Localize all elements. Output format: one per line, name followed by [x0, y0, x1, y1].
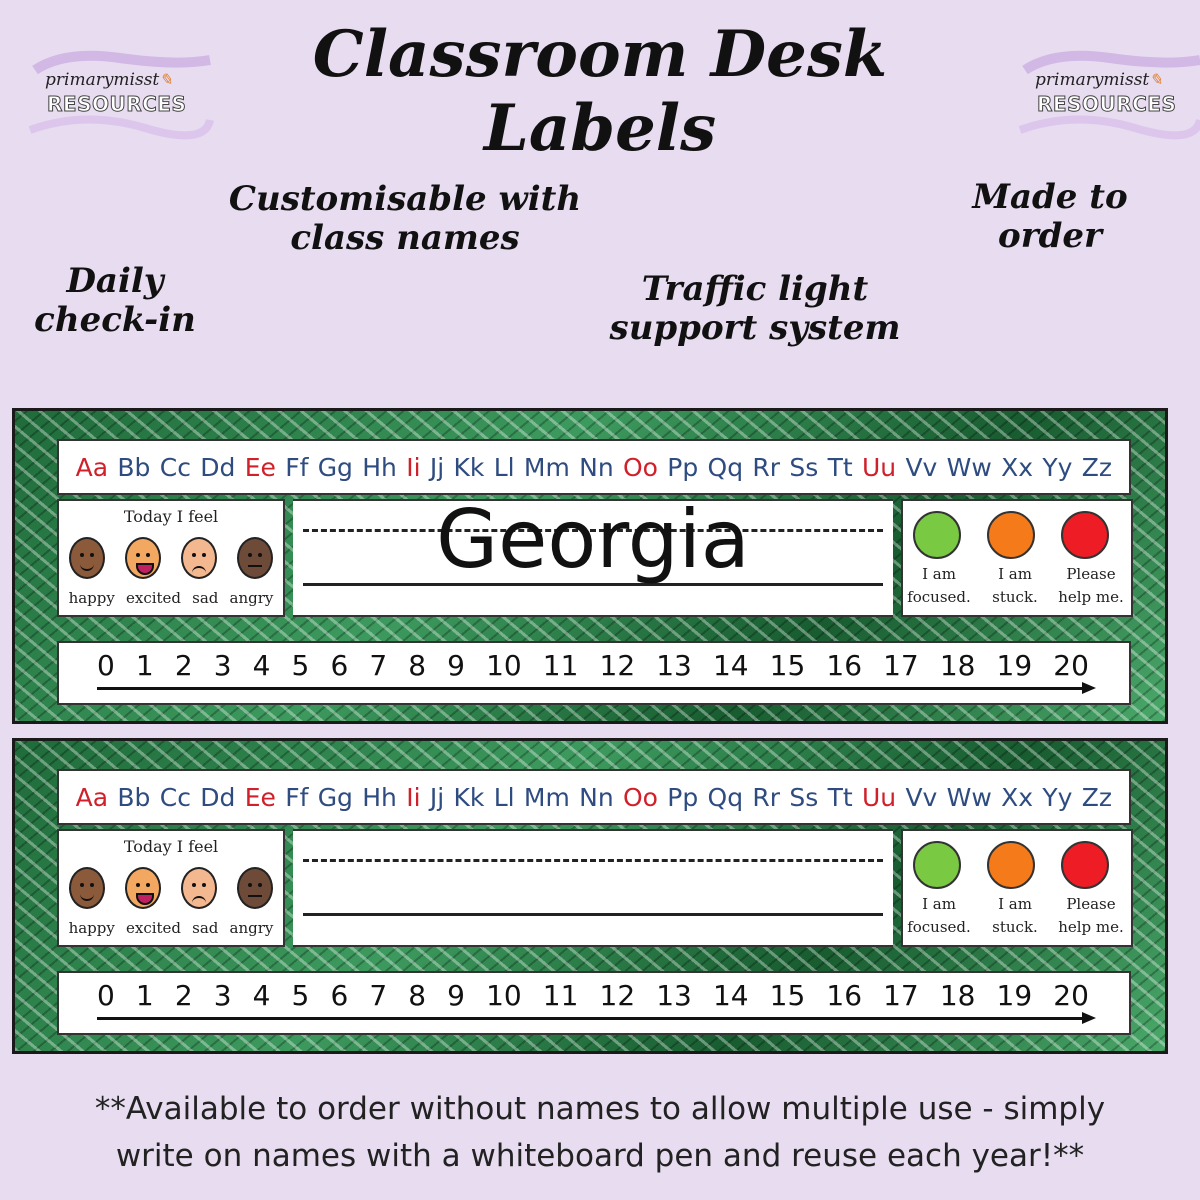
alphabet-letter: Qq — [707, 782, 744, 812]
number-line — [57, 641, 1131, 705]
number: 1 — [135, 979, 154, 1012]
number: 12 — [599, 649, 636, 682]
footer-line: **Available to order without names to allow multiple use - simply — [94, 1091, 1106, 1127]
alphabet-letter: Ss — [789, 452, 819, 482]
number: 12 — [599, 979, 636, 1012]
number: 0 — [97, 649, 115, 682]
number: 14 — [712, 979, 749, 1012]
alphabet-letter: Nn — [579, 452, 614, 482]
feature-made-to-order: Made to order — [972, 177, 1128, 257]
number-line — [57, 971, 1131, 1035]
mouth — [248, 895, 262, 903]
desk-label — [12, 738, 1168, 1054]
feelings-box — [57, 499, 285, 617]
emotion-label: happy — [68, 919, 115, 937]
traffic-line: Please — [1066, 895, 1116, 913]
logo-bottom-text: RESOURCES — [47, 92, 187, 116]
alphabet-letter: Zz — [1081, 452, 1113, 482]
number: 11 — [542, 979, 579, 1012]
arrow-icon — [97, 1017, 1082, 1020]
alphabet-letter: Jj — [429, 782, 445, 812]
alphabet-letter: Jj — [429, 452, 445, 482]
number: 6 — [330, 649, 349, 682]
baseline — [303, 913, 883, 916]
red-light-icon — [1061, 511, 1109, 559]
dashed-guide-line — [303, 859, 883, 862]
number: 1 — [135, 649, 154, 682]
alphabet-letter: Uu — [861, 452, 897, 482]
alphabet-letter: Cc — [159, 452, 191, 482]
alphabet-strip — [57, 769, 1131, 825]
traffic-light-text — [903, 563, 975, 608]
excited-face-icon — [125, 867, 161, 909]
traffic-light-box — [901, 499, 1133, 617]
logo-top-text: primarymisst✎ — [45, 70, 173, 90]
emotion-labels — [59, 589, 283, 607]
mouth — [80, 893, 94, 901]
traffic-light-text — [1055, 893, 1127, 938]
logo-left — [25, 50, 215, 140]
mouth — [248, 565, 262, 573]
number: 15 — [769, 979, 806, 1012]
number: 20 — [1053, 979, 1089, 1012]
alphabet-letter: Ff — [285, 452, 309, 482]
sad-face-icon — [181, 537, 217, 579]
feature-customisable: Customisable with class names — [228, 179, 582, 259]
feelings-box — [57, 829, 285, 947]
number-row — [97, 649, 1089, 682]
traffic-line: Please — [1066, 565, 1116, 583]
number: 18 — [939, 979, 976, 1012]
alphabet-letter: Dd — [200, 782, 236, 812]
alphabet-strip — [57, 439, 1131, 495]
alphabet-letter: Dd — [200, 452, 236, 482]
alphabet-letter: Ii — [406, 452, 421, 482]
mouth — [136, 563, 154, 575]
name-area — [293, 829, 893, 947]
number: 4 — [252, 979, 271, 1012]
traffic-light-text — [903, 893, 975, 938]
number: 16 — [826, 649, 863, 682]
number: 13 — [656, 649, 692, 682]
alphabet-letter: Pp — [667, 782, 699, 812]
emotion-label: angry — [229, 919, 274, 937]
student-name: Georgia — [436, 493, 750, 586]
alphabet-letter: Zz — [1081, 782, 1113, 812]
red-light-icon — [1061, 841, 1109, 889]
number: 13 — [656, 979, 692, 1012]
pencil-icon: ✎ — [159, 70, 173, 89]
footer-line: write on names with a whiteboard pen and reuse each year!** — [115, 1137, 1085, 1174]
alphabet-letter: Tt — [827, 782, 853, 812]
alphabet-letter: Kk — [453, 782, 485, 812]
alphabet-letter: Aa — [75, 782, 109, 812]
traffic-line: I am — [998, 565, 1032, 583]
name-area — [293, 493, 893, 617]
number: 9 — [447, 979, 465, 1012]
logo-top-text: primarymisst✎ — [1035, 70, 1163, 90]
alphabet-letter: Ii — [406, 782, 421, 812]
feature-daily-checkin: Daily check-in — [34, 261, 196, 341]
alphabet-letter: Pp — [667, 452, 699, 482]
feature-traffic-light: Traffic light support system — [609, 269, 901, 349]
angry-face-icon — [237, 537, 273, 579]
traffic-line: I am — [998, 895, 1032, 913]
alphabet-letter: Ee — [244, 452, 276, 482]
alphabet-letter: Aa — [75, 452, 109, 482]
alphabet-letter: Bb — [117, 782, 151, 812]
alphabet-letter: Mm — [523, 452, 570, 482]
page-title: Classroom Desk Labels — [312, 17, 888, 166]
feelings-caption: Today I feel — [123, 507, 219, 526]
alphabet-letter: Ww — [946, 782, 992, 812]
traffic-light-text — [979, 893, 1051, 938]
alphabet-letter: Hh — [362, 452, 397, 482]
number: 3 — [213, 649, 232, 682]
number: 2 — [174, 979, 193, 1012]
number: 4 — [252, 649, 271, 682]
number: 10 — [486, 649, 522, 682]
alphabet-letter: Ff — [285, 782, 309, 812]
alphabet-letter: Nn — [579, 782, 614, 812]
traffic-line: help me. — [1058, 917, 1124, 936]
alphabet-letter: Oo — [622, 782, 658, 812]
number: 3 — [213, 979, 232, 1012]
alphabet-letter: Qq — [707, 452, 744, 482]
number: 9 — [447, 649, 465, 682]
alphabet-letter: Kk — [453, 452, 485, 482]
number: 20 — [1053, 649, 1089, 682]
number: 8 — [408, 979, 427, 1012]
number: 8 — [408, 649, 427, 682]
happy-face-icon — [69, 537, 105, 579]
traffic-line: help me. — [1058, 587, 1124, 606]
traffic-line: stuck. — [992, 917, 1038, 936]
number: 5 — [291, 979, 310, 1012]
traffic-line: stuck. — [992, 587, 1038, 606]
sad-face-icon — [181, 867, 217, 909]
alphabet-letter: Vv — [905, 782, 938, 812]
number: 5 — [291, 649, 310, 682]
traffic-line: I am — [922, 895, 956, 913]
emotion-label: excited — [125, 589, 182, 607]
alphabet-letter: Vv — [905, 452, 938, 482]
mouth — [192, 896, 206, 904]
number: 17 — [883, 979, 919, 1012]
alphabet-letter: Ee — [244, 782, 276, 812]
alphabet-letter: Rr — [752, 452, 781, 482]
alphabet-letter: Ll — [493, 452, 515, 482]
angry-face-icon — [237, 867, 273, 909]
mouth — [192, 566, 206, 574]
feelings-caption: Today I feel — [123, 837, 219, 856]
alphabet-letter: Ll — [493, 782, 515, 812]
traffic-line: focused. — [907, 917, 971, 936]
desk-label — [12, 408, 1168, 724]
number: 7 — [369, 649, 388, 682]
number: 2 — [174, 649, 193, 682]
orange-light-icon — [987, 511, 1035, 559]
number: 10 — [486, 979, 522, 1012]
alphabet-letter: Ww — [946, 452, 992, 482]
alphabet-letter: Ss — [789, 782, 819, 812]
alphabet-letter: Hh — [362, 782, 397, 812]
happy-face-icon — [69, 867, 105, 909]
traffic-line: focused. — [907, 587, 971, 606]
emotion-label: happy — [68, 589, 115, 607]
emotion-label: sad — [192, 919, 219, 937]
alphabet-letter: Rr — [752, 782, 781, 812]
emotion-label: excited — [125, 919, 182, 937]
alphabet-letter: Yy — [1042, 782, 1073, 812]
green-light-icon — [913, 841, 961, 889]
alphabet-letter: Mm — [523, 782, 570, 812]
number: 18 — [939, 649, 976, 682]
excited-face-icon — [125, 537, 161, 579]
number: 14 — [712, 649, 749, 682]
number: 6 — [330, 979, 349, 1012]
pencil-icon: ✎ — [1149, 70, 1163, 89]
traffic-light-box — [901, 829, 1133, 947]
green-light-icon — [913, 511, 961, 559]
alphabet-letter: Xx — [1001, 782, 1034, 812]
number: 15 — [769, 649, 806, 682]
number: 19 — [996, 979, 1033, 1012]
traffic-line: I am — [922, 565, 956, 583]
alphabet-letter: Bb — [117, 452, 151, 482]
emotion-label: sad — [192, 589, 219, 607]
footer-note — [30, 1086, 1170, 1179]
traffic-light-text — [979, 563, 1051, 608]
number: 19 — [996, 649, 1033, 682]
arrow-icon — [97, 687, 1082, 690]
alphabet-letter: Gg — [317, 782, 353, 812]
alphabet-letter: Xx — [1001, 452, 1034, 482]
number: 16 — [826, 979, 863, 1012]
emotion-label: angry — [229, 589, 274, 607]
traffic-light-text — [1055, 563, 1127, 608]
alphabet-letter: Oo — [622, 452, 658, 482]
number: 17 — [883, 649, 919, 682]
alphabet-letter: Tt — [827, 452, 853, 482]
orange-light-icon — [987, 841, 1035, 889]
logo-right — [1015, 50, 1200, 140]
alphabet-letter: Cc — [159, 782, 191, 812]
alphabet-letter: Gg — [317, 452, 353, 482]
mouth — [80, 563, 94, 571]
logo-bottom-text: RESOURCES — [1037, 92, 1177, 116]
number: 7 — [369, 979, 388, 1012]
mouth — [136, 893, 154, 905]
emotion-labels — [59, 919, 283, 937]
number-row — [97, 979, 1089, 1012]
alphabet-letter: Uu — [861, 782, 897, 812]
alphabet-letter: Yy — [1042, 452, 1073, 482]
number: 0 — [97, 979, 115, 1012]
number: 11 — [542, 649, 579, 682]
